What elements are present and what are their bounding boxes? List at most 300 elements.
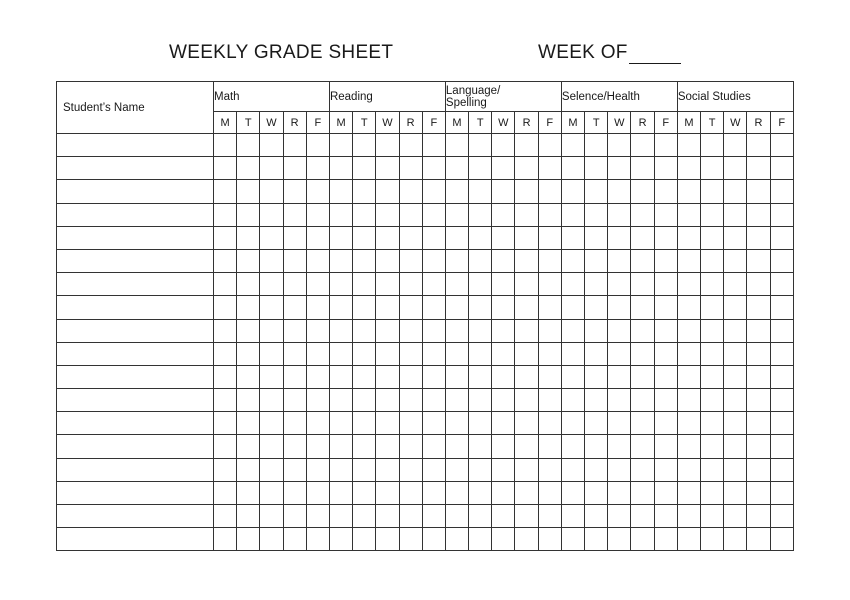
- grade-cell[interactable]: [422, 528, 445, 551]
- grade-cell[interactable]: [677, 180, 700, 203]
- grade-cell[interactable]: [677, 157, 700, 180]
- grade-cell[interactable]: [608, 365, 631, 388]
- grade-cell[interactable]: [654, 319, 677, 342]
- grade-cell[interactable]: [538, 134, 561, 157]
- grade-cell[interactable]: [469, 365, 492, 388]
- grade-cell[interactable]: [515, 365, 538, 388]
- grade-cell[interactable]: [677, 342, 700, 365]
- grade-cell[interactable]: [677, 481, 700, 504]
- grade-cell[interactable]: [306, 481, 329, 504]
- grade-cell[interactable]: [214, 157, 237, 180]
- grade-cell[interactable]: [538, 273, 561, 296]
- grade-cell[interactable]: [399, 342, 422, 365]
- grade-cell[interactable]: [538, 365, 561, 388]
- grade-cell[interactable]: [376, 505, 399, 528]
- grade-cell[interactable]: [376, 180, 399, 203]
- grade-cell[interactable]: [654, 365, 677, 388]
- grade-cell[interactable]: [701, 528, 724, 551]
- grade-cell[interactable]: [329, 389, 352, 412]
- grade-cell[interactable]: [654, 389, 677, 412]
- grade-cell[interactable]: [376, 412, 399, 435]
- grade-cell[interactable]: [654, 296, 677, 319]
- grade-cell[interactable]: [469, 249, 492, 272]
- grade-cell[interactable]: [306, 134, 329, 157]
- grade-cell[interactable]: [585, 389, 608, 412]
- grade-cell[interactable]: [445, 296, 468, 319]
- grade-cell[interactable]: [770, 134, 793, 157]
- grade-cell[interactable]: [724, 180, 747, 203]
- grade-cell[interactable]: [561, 481, 584, 504]
- student-name-cell[interactable]: [57, 319, 214, 342]
- grade-cell[interactable]: [608, 249, 631, 272]
- grade-cell[interactable]: [585, 203, 608, 226]
- grade-cell[interactable]: [747, 180, 770, 203]
- grade-cell[interactable]: [561, 134, 584, 157]
- grade-cell[interactable]: [770, 365, 793, 388]
- grade-cell[interactable]: [469, 203, 492, 226]
- grade-cell[interactable]: [445, 180, 468, 203]
- grade-cell[interactable]: [214, 226, 237, 249]
- grade-cell[interactable]: [260, 249, 283, 272]
- grade-cell[interactable]: [492, 226, 515, 249]
- grade-cell[interactable]: [469, 296, 492, 319]
- grade-cell[interactable]: [585, 365, 608, 388]
- grade-cell[interactable]: [422, 296, 445, 319]
- grade-cell[interactable]: [399, 134, 422, 157]
- grade-cell[interactable]: [492, 249, 515, 272]
- grade-cell[interactable]: [608, 435, 631, 458]
- grade-cell[interactable]: [469, 342, 492, 365]
- grade-cell[interactable]: [631, 481, 654, 504]
- grade-cell[interactable]: [353, 157, 376, 180]
- grade-cell[interactable]: [353, 203, 376, 226]
- grade-cell[interactable]: [376, 134, 399, 157]
- grade-cell[interactable]: [724, 505, 747, 528]
- grade-cell[interactable]: [399, 203, 422, 226]
- grade-cell[interactable]: [469, 505, 492, 528]
- grade-cell[interactable]: [260, 319, 283, 342]
- grade-cell[interactable]: [631, 134, 654, 157]
- grade-cell[interactable]: [329, 481, 352, 504]
- grade-cell[interactable]: [677, 134, 700, 157]
- grade-cell[interactable]: [608, 134, 631, 157]
- grade-cell[interactable]: [585, 273, 608, 296]
- grade-cell[interactable]: [631, 273, 654, 296]
- grade-cell[interactable]: [724, 249, 747, 272]
- grade-cell[interactable]: [770, 319, 793, 342]
- grade-cell[interactable]: [538, 249, 561, 272]
- grade-cell[interactable]: [399, 273, 422, 296]
- grade-cell[interactable]: [585, 226, 608, 249]
- grade-cell[interactable]: [585, 412, 608, 435]
- grade-cell[interactable]: [654, 458, 677, 481]
- grade-cell[interactable]: [492, 319, 515, 342]
- grade-cell[interactable]: [422, 273, 445, 296]
- grade-cell[interactable]: [770, 528, 793, 551]
- grade-cell[interactable]: [585, 180, 608, 203]
- grade-cell[interactable]: [306, 180, 329, 203]
- grade-cell[interactable]: [747, 365, 770, 388]
- grade-cell[interactable]: [237, 157, 260, 180]
- grade-cell[interactable]: [747, 458, 770, 481]
- grade-cell[interactable]: [701, 412, 724, 435]
- grade-cell[interactable]: [747, 481, 770, 504]
- grade-cell[interactable]: [515, 435, 538, 458]
- grade-cell[interactable]: [214, 249, 237, 272]
- student-name-cell[interactable]: [57, 296, 214, 319]
- grade-cell[interactable]: [445, 505, 468, 528]
- grade-cell[interactable]: [724, 319, 747, 342]
- grade-cell[interactable]: [561, 389, 584, 412]
- grade-cell[interactable]: [306, 203, 329, 226]
- student-name-cell[interactable]: [57, 365, 214, 388]
- grade-cell[interactable]: [654, 180, 677, 203]
- grade-cell[interactable]: [747, 203, 770, 226]
- grade-cell[interactable]: [445, 226, 468, 249]
- grade-cell[interactable]: [770, 180, 793, 203]
- grade-cell[interactable]: [701, 319, 724, 342]
- grade-cell[interactable]: [469, 412, 492, 435]
- grade-cell[interactable]: [422, 481, 445, 504]
- grade-cell[interactable]: [701, 203, 724, 226]
- grade-cell[interactable]: [561, 180, 584, 203]
- grade-cell[interactable]: [608, 296, 631, 319]
- grade-cell[interactable]: [492, 134, 515, 157]
- grade-cell[interactable]: [724, 342, 747, 365]
- grade-cell[interactable]: [561, 505, 584, 528]
- grade-cell[interactable]: [237, 412, 260, 435]
- grade-cell[interactable]: [353, 273, 376, 296]
- grade-cell[interactable]: [306, 157, 329, 180]
- grade-cell[interactable]: [237, 134, 260, 157]
- grade-cell[interactable]: [422, 389, 445, 412]
- grade-cell[interactable]: [283, 134, 306, 157]
- grade-cell[interactable]: [631, 203, 654, 226]
- grade-cell[interactable]: [515, 226, 538, 249]
- grade-cell[interactable]: [585, 296, 608, 319]
- grade-cell[interactable]: [237, 180, 260, 203]
- grade-cell[interactable]: [329, 435, 352, 458]
- grade-cell[interactable]: [237, 296, 260, 319]
- grade-cell[interactable]: [724, 528, 747, 551]
- grade-cell[interactable]: [701, 296, 724, 319]
- grade-cell[interactable]: [492, 435, 515, 458]
- grade-cell[interactable]: [724, 365, 747, 388]
- student-name-cell[interactable]: [57, 203, 214, 226]
- grade-cell[interactable]: [747, 134, 770, 157]
- grade-cell[interactable]: [329, 528, 352, 551]
- grade-cell[interactable]: [329, 226, 352, 249]
- grade-cell[interactable]: [376, 296, 399, 319]
- grade-cell[interactable]: [422, 157, 445, 180]
- grade-cell[interactable]: [492, 273, 515, 296]
- grade-cell[interactable]: [654, 412, 677, 435]
- grade-cell[interactable]: [283, 342, 306, 365]
- grade-cell[interactable]: [445, 365, 468, 388]
- grade-cell[interactable]: [306, 296, 329, 319]
- grade-cell[interactable]: [214, 134, 237, 157]
- grade-cell[interactable]: [515, 273, 538, 296]
- grade-cell[interactable]: [214, 180, 237, 203]
- grade-cell[interactable]: [770, 342, 793, 365]
- grade-cell[interactable]: [399, 435, 422, 458]
- grade-cell[interactable]: [701, 365, 724, 388]
- grade-cell[interactable]: [631, 296, 654, 319]
- grade-cell[interactable]: [283, 296, 306, 319]
- grade-cell[interactable]: [306, 412, 329, 435]
- grade-cell[interactable]: [283, 528, 306, 551]
- grade-cell[interactable]: [654, 226, 677, 249]
- grade-cell[interactable]: [561, 365, 584, 388]
- grade-cell[interactable]: [237, 319, 260, 342]
- grade-cell[interactable]: [770, 249, 793, 272]
- grade-cell[interactable]: [724, 134, 747, 157]
- grade-cell[interactable]: [283, 180, 306, 203]
- grade-cell[interactable]: [770, 273, 793, 296]
- grade-cell[interactable]: [214, 412, 237, 435]
- grade-cell[interactable]: [701, 458, 724, 481]
- grade-cell[interactable]: [399, 481, 422, 504]
- grade-cell[interactable]: [353, 458, 376, 481]
- grade-cell[interactable]: [445, 389, 468, 412]
- grade-cell[interactable]: [585, 481, 608, 504]
- grade-cell[interactable]: [701, 249, 724, 272]
- grade-cell[interactable]: [608, 273, 631, 296]
- grade-cell[interactable]: [770, 458, 793, 481]
- grade-cell[interactable]: [260, 505, 283, 528]
- grade-cell[interactable]: [260, 342, 283, 365]
- grade-cell[interactable]: [399, 180, 422, 203]
- student-name-cell[interactable]: [57, 435, 214, 458]
- grade-cell[interactable]: [701, 273, 724, 296]
- grade-cell[interactable]: [445, 528, 468, 551]
- grade-cell[interactable]: [260, 203, 283, 226]
- grade-cell[interactable]: [399, 319, 422, 342]
- grade-cell[interactable]: [376, 226, 399, 249]
- student-name-cell[interactable]: [57, 458, 214, 481]
- student-name-cell[interactable]: [57, 528, 214, 551]
- grade-cell[interactable]: [585, 528, 608, 551]
- grade-cell[interactable]: [538, 319, 561, 342]
- grade-cell[interactable]: [492, 481, 515, 504]
- grade-cell[interactable]: [260, 273, 283, 296]
- grade-cell[interactable]: [445, 134, 468, 157]
- grade-cell[interactable]: [445, 342, 468, 365]
- grade-cell[interactable]: [306, 342, 329, 365]
- grade-cell[interactable]: [329, 319, 352, 342]
- grade-cell[interactable]: [329, 157, 352, 180]
- grade-cell[interactable]: [631, 412, 654, 435]
- grade-cell[interactable]: [701, 157, 724, 180]
- grade-cell[interactable]: [608, 319, 631, 342]
- grade-cell[interactable]: [724, 481, 747, 504]
- grade-cell[interactable]: [306, 226, 329, 249]
- grade-cell[interactable]: [445, 273, 468, 296]
- grade-cell[interactable]: [770, 226, 793, 249]
- grade-cell[interactable]: [654, 157, 677, 180]
- grade-cell[interactable]: [237, 203, 260, 226]
- grade-cell[interactable]: [329, 134, 352, 157]
- grade-cell[interactable]: [306, 389, 329, 412]
- grade-cell[interactable]: [747, 273, 770, 296]
- grade-cell[interactable]: [469, 481, 492, 504]
- grade-cell[interactable]: [561, 342, 584, 365]
- grade-cell[interactable]: [747, 505, 770, 528]
- grade-cell[interactable]: [747, 389, 770, 412]
- grade-cell[interactable]: [747, 412, 770, 435]
- grade-cell[interactable]: [237, 389, 260, 412]
- grade-cell[interactable]: [214, 273, 237, 296]
- grade-cell[interactable]: [538, 203, 561, 226]
- grade-cell[interactable]: [492, 203, 515, 226]
- grade-cell[interactable]: [747, 296, 770, 319]
- grade-cell[interactable]: [561, 319, 584, 342]
- grade-cell[interactable]: [701, 481, 724, 504]
- grade-cell[interactable]: [353, 134, 376, 157]
- grade-cell[interactable]: [214, 435, 237, 458]
- grade-cell[interactable]: [515, 389, 538, 412]
- grade-cell[interactable]: [422, 412, 445, 435]
- grade-cell[interactable]: [283, 458, 306, 481]
- grade-cell[interactable]: [677, 458, 700, 481]
- grade-cell[interactable]: [631, 342, 654, 365]
- grade-cell[interactable]: [631, 365, 654, 388]
- grade-cell[interactable]: [237, 528, 260, 551]
- grade-cell[interactable]: [329, 203, 352, 226]
- grade-cell[interactable]: [214, 342, 237, 365]
- grade-cell[interactable]: [608, 528, 631, 551]
- grade-cell[interactable]: [469, 389, 492, 412]
- grade-cell[interactable]: [747, 319, 770, 342]
- grade-cell[interactable]: [538, 226, 561, 249]
- grade-cell[interactable]: [260, 226, 283, 249]
- grade-cell[interactable]: [561, 458, 584, 481]
- grade-cell[interactable]: [445, 435, 468, 458]
- grade-cell[interactable]: [353, 412, 376, 435]
- grade-cell[interactable]: [608, 412, 631, 435]
- grade-cell[interactable]: [515, 134, 538, 157]
- grade-cell[interactable]: [515, 157, 538, 180]
- grade-cell[interactable]: [770, 435, 793, 458]
- student-name-cell[interactable]: [57, 249, 214, 272]
- grade-cell[interactable]: [631, 505, 654, 528]
- student-name-cell[interactable]: [57, 273, 214, 296]
- grade-cell[interactable]: [260, 134, 283, 157]
- grade-cell[interactable]: [515, 180, 538, 203]
- grade-cell[interactable]: [306, 319, 329, 342]
- grade-cell[interactable]: [585, 134, 608, 157]
- grade-cell[interactable]: [399, 528, 422, 551]
- grade-cell[interactable]: [747, 342, 770, 365]
- grade-cell[interactable]: [376, 481, 399, 504]
- grade-cell[interactable]: [353, 319, 376, 342]
- grade-cell[interactable]: [422, 134, 445, 157]
- grade-cell[interactable]: [538, 458, 561, 481]
- grade-cell[interactable]: [306, 435, 329, 458]
- grade-cell[interactable]: [654, 273, 677, 296]
- grade-cell[interactable]: [283, 226, 306, 249]
- grade-cell[interactable]: [654, 505, 677, 528]
- grade-cell[interactable]: [399, 389, 422, 412]
- grade-cell[interactable]: [561, 528, 584, 551]
- grade-cell[interactable]: [376, 319, 399, 342]
- grade-cell[interactable]: [608, 458, 631, 481]
- grade-cell[interactable]: [724, 203, 747, 226]
- grade-cell[interactable]: [701, 342, 724, 365]
- grade-cell[interactable]: [677, 435, 700, 458]
- grade-cell[interactable]: [445, 458, 468, 481]
- grade-cell[interactable]: [701, 435, 724, 458]
- grade-cell[interactable]: [353, 226, 376, 249]
- grade-cell[interactable]: [631, 458, 654, 481]
- grade-cell[interactable]: [538, 528, 561, 551]
- grade-cell[interactable]: [469, 458, 492, 481]
- grade-cell[interactable]: [422, 505, 445, 528]
- grade-cell[interactable]: [701, 505, 724, 528]
- week-of-blank-line[interactable]: [629, 44, 681, 64]
- grade-cell[interactable]: [260, 389, 283, 412]
- grade-cell[interactable]: [422, 203, 445, 226]
- grade-cell[interactable]: [538, 481, 561, 504]
- grade-cell[interactable]: [283, 273, 306, 296]
- grade-cell[interactable]: [608, 226, 631, 249]
- grade-cell[interactable]: [515, 458, 538, 481]
- grade-cell[interactable]: [492, 389, 515, 412]
- grade-cell[interactable]: [214, 296, 237, 319]
- grade-cell[interactable]: [306, 249, 329, 272]
- grade-cell[interactable]: [329, 458, 352, 481]
- grade-cell[interactable]: [770, 505, 793, 528]
- grade-cell[interactable]: [306, 528, 329, 551]
- grade-cell[interactable]: [353, 296, 376, 319]
- grade-cell[interactable]: [283, 481, 306, 504]
- student-name-cell[interactable]: [57, 389, 214, 412]
- grade-cell[interactable]: [677, 296, 700, 319]
- grade-cell[interactable]: [376, 365, 399, 388]
- grade-cell[interactable]: [538, 296, 561, 319]
- grade-cell[interactable]: [260, 365, 283, 388]
- grade-cell[interactable]: [515, 319, 538, 342]
- grade-cell[interactable]: [631, 226, 654, 249]
- grade-cell[interactable]: [515, 342, 538, 365]
- grade-cell[interactable]: [237, 365, 260, 388]
- grade-cell[interactable]: [329, 249, 352, 272]
- grade-cell[interactable]: [260, 157, 283, 180]
- grade-cell[interactable]: [422, 226, 445, 249]
- grade-cell[interactable]: [701, 389, 724, 412]
- grade-cell[interactable]: [724, 226, 747, 249]
- grade-cell[interactable]: [445, 249, 468, 272]
- grade-cell[interactable]: [306, 505, 329, 528]
- grade-cell[interactable]: [260, 481, 283, 504]
- grade-cell[interactable]: [747, 435, 770, 458]
- grade-cell[interactable]: [283, 157, 306, 180]
- grade-cell[interactable]: [237, 435, 260, 458]
- grade-cell[interactable]: [608, 389, 631, 412]
- grade-cell[interactable]: [353, 528, 376, 551]
- grade-cell[interactable]: [677, 226, 700, 249]
- grade-cell[interactable]: [353, 481, 376, 504]
- student-name-cell[interactable]: [57, 481, 214, 504]
- grade-cell[interactable]: [654, 435, 677, 458]
- grade-cell[interactable]: [469, 435, 492, 458]
- grade-cell[interactable]: [608, 180, 631, 203]
- grade-cell[interactable]: [422, 458, 445, 481]
- grade-cell[interactable]: [585, 342, 608, 365]
- grade-cell[interactable]: [353, 249, 376, 272]
- grade-cell[interactable]: [445, 412, 468, 435]
- grade-cell[interactable]: [260, 458, 283, 481]
